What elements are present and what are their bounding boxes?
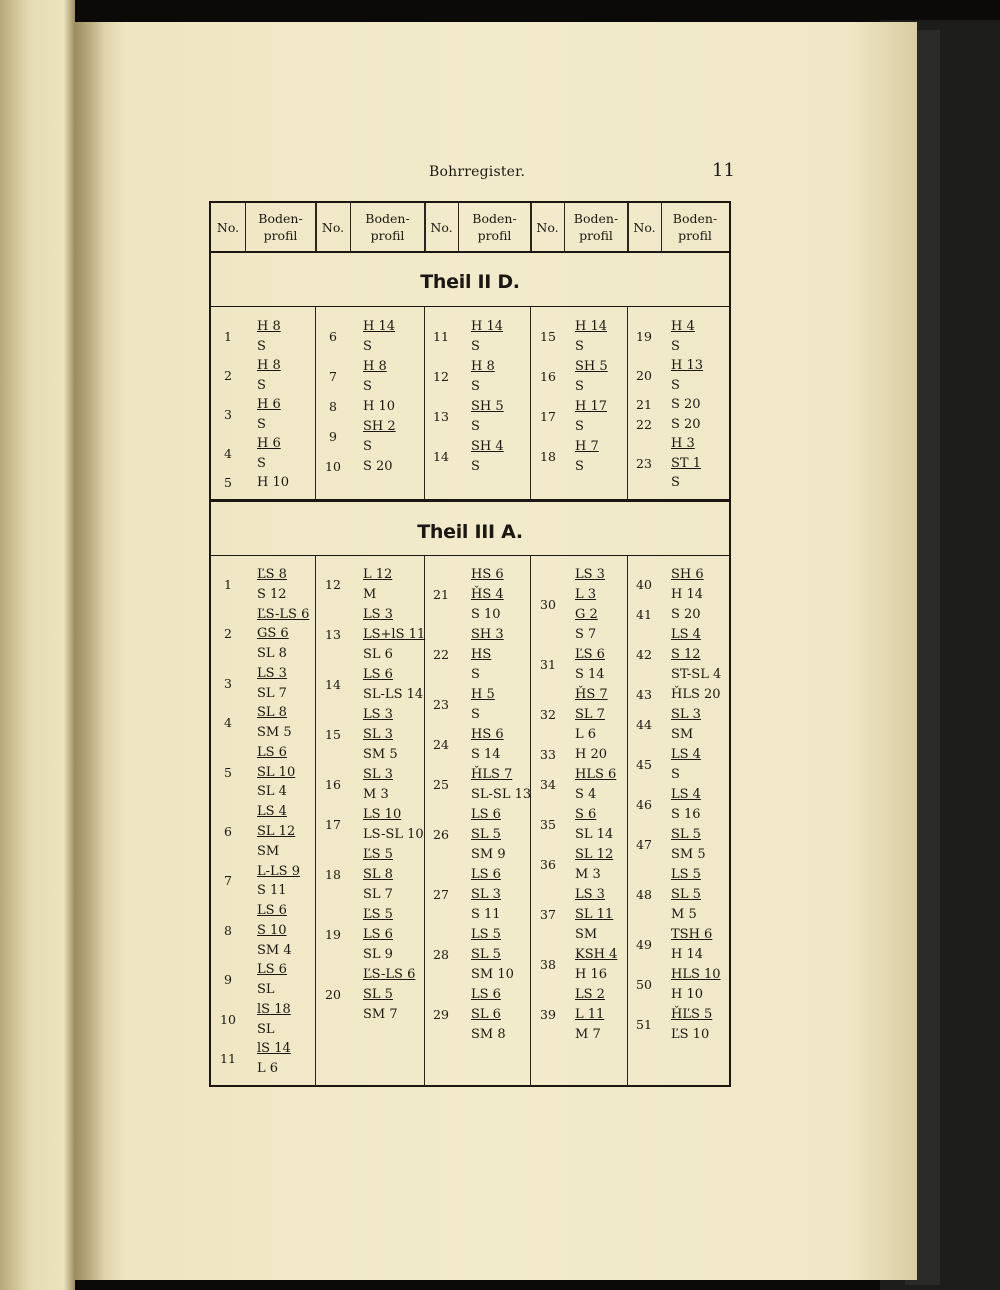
entry-number: 1 xyxy=(224,328,232,344)
soil-profile-line: ȞLS 7 xyxy=(471,767,513,782)
soil-profile-line: SM 5 xyxy=(363,747,398,762)
entry-number: 21 xyxy=(636,397,652,413)
soil-profile-line: M xyxy=(363,587,377,602)
entry-number: 16 xyxy=(540,369,556,384)
soil-profile-line: LS 6 xyxy=(257,903,287,919)
entry-number: 32 xyxy=(540,707,556,722)
header-rule xyxy=(211,251,729,253)
soil-profile-line: LS 4 xyxy=(671,747,701,762)
soil-profile-line: H 8 xyxy=(257,358,281,374)
entry-number: 18 xyxy=(540,449,556,464)
entry-number: 9 xyxy=(329,429,337,444)
entry-number: 20 xyxy=(636,367,652,383)
header-divider xyxy=(627,203,629,251)
soil-profile-line: LS 3 xyxy=(363,607,393,622)
header-divider xyxy=(530,203,532,251)
header-no-1: No. xyxy=(216,219,240,235)
entry-number: 14 xyxy=(325,677,341,692)
soil-profile-line: ST 1 xyxy=(671,455,701,471)
column-divider xyxy=(530,556,531,1086)
soil-profile-line: M 5 xyxy=(671,907,697,922)
soil-profile-line: SL 6 xyxy=(471,1007,501,1022)
entry-number: 34 xyxy=(540,777,556,792)
header-divider xyxy=(424,203,426,251)
entry-number: 44 xyxy=(636,717,652,732)
entry-number: 29 xyxy=(433,1007,449,1022)
entry-number: 27 xyxy=(433,887,449,902)
entry-number: 23 xyxy=(636,455,652,471)
soil-profile-line: HLS 10 xyxy=(671,967,721,982)
soil-profile-line: ĽS-LS 6 xyxy=(363,967,416,982)
soil-profile-line: LS 6 xyxy=(471,987,501,1002)
entry-number: 35 xyxy=(540,817,556,832)
soil-profile-line: SL 8 xyxy=(363,867,393,882)
soil-profile-line: SL 7 xyxy=(257,685,287,701)
entry-number: 47 xyxy=(636,837,652,852)
soil-profile-line: S xyxy=(575,379,584,394)
entry-number: 22 xyxy=(636,416,652,432)
section-title-iid: Theil II D. xyxy=(420,271,520,293)
soil-profile-line: G 2 xyxy=(575,607,598,622)
soil-profile-line: H 5 xyxy=(471,687,495,702)
entry-number: 4 xyxy=(224,446,232,462)
entry-number: 45 xyxy=(636,757,652,772)
entry-number: 4 xyxy=(224,715,232,731)
entry-number: 31 xyxy=(540,657,556,672)
soil-profile-line: SM xyxy=(257,843,280,859)
soil-profile-line: S 6 xyxy=(575,807,597,822)
soil-profile-line: S xyxy=(471,379,480,394)
entry-number: 16 xyxy=(325,777,341,792)
entry-number: 3 xyxy=(224,675,232,691)
entry-number: 19 xyxy=(636,328,652,344)
soil-profile-line: S xyxy=(471,459,480,474)
entry-number: 18 xyxy=(325,867,341,882)
soil-profile-line: S xyxy=(471,339,480,354)
soil-profile-line: SM 7 xyxy=(363,1007,398,1022)
entry-number: 20 xyxy=(325,987,341,1002)
soil-profile-line: H 8 xyxy=(363,359,387,374)
soil-profile-line: SL 11 xyxy=(575,907,614,922)
soil-profile-line: S xyxy=(471,419,480,434)
soil-profile-line: SM 5 xyxy=(257,725,292,741)
soil-profile-line: ĽS-LS 6 xyxy=(257,606,310,622)
soil-profile-line: S xyxy=(671,767,680,782)
soil-profile-line: SH 5 xyxy=(575,359,608,374)
soil-profile-line: LS 6 xyxy=(257,962,287,978)
entry-number: 11 xyxy=(220,1051,236,1067)
entry-number: 13 xyxy=(325,627,341,642)
soil-profile-line: LS 3 xyxy=(575,887,605,902)
soil-profile-line: LS 10 xyxy=(363,807,402,822)
soil-profile-line: H 14 xyxy=(671,587,704,602)
header-no-5: No. xyxy=(633,219,656,235)
soil-profile-line: S xyxy=(671,377,680,393)
soil-profile-line: S xyxy=(671,338,680,354)
soil-profile-line: L 6 xyxy=(575,727,597,742)
soil-profile-line: SL 3 xyxy=(363,767,393,782)
section-rule xyxy=(211,555,729,556)
soil-profile-line: SH 3 xyxy=(471,627,504,642)
soil-profile-line: LS 6 xyxy=(257,744,287,760)
soil-profile-line: ĽS 8 xyxy=(257,567,287,582)
entry-number: 22 xyxy=(433,647,449,662)
column-divider xyxy=(315,307,316,499)
soil-profile-line: ȞS 7 xyxy=(575,687,608,702)
running-head: Bohrregister. xyxy=(429,164,526,180)
soil-profile-line: SL 3 xyxy=(671,707,701,722)
soil-profile-line: LS 4 xyxy=(257,804,287,820)
soil-profile-line: SM 10 xyxy=(471,967,514,982)
soil-profile-line: HS xyxy=(471,647,492,662)
soil-profile-line: S xyxy=(575,339,584,354)
soil-profile-line: LS 5 xyxy=(471,927,501,942)
soil-profile-line: KSH 4 xyxy=(575,947,618,962)
soil-profile-line: S 12 xyxy=(257,586,287,602)
soil-profile-line: SH 6 xyxy=(671,567,704,582)
soil-profile-line: H 4 xyxy=(671,319,695,334)
entry-number: 6 xyxy=(224,824,232,839)
soil-profile-line: H 14 xyxy=(671,947,704,962)
entry-number: 38 xyxy=(540,957,556,972)
soil-profile-line: SL 5 xyxy=(671,887,701,902)
header-profil-4: Boden- profil xyxy=(573,211,619,243)
soil-profile-line: LS 3 xyxy=(363,707,393,722)
soil-profile-line: LS 6 xyxy=(363,667,393,682)
header-no-4: No. xyxy=(536,219,559,235)
soil-profile-line: LS 4 xyxy=(671,787,701,802)
soil-profile-line: LS+lS 11 xyxy=(363,627,426,642)
soil-profile-line: H 3 xyxy=(671,436,695,452)
soil-profile-line: ĽS 6 xyxy=(575,647,605,662)
soil-profile-line: S 7 xyxy=(575,627,597,642)
soil-profile-line: S 20 xyxy=(671,607,701,622)
soil-profile-line: SL 9 xyxy=(363,947,393,962)
entry-number: 48 xyxy=(636,887,652,902)
header-profil-2: Boden- profil xyxy=(365,211,410,243)
entry-number: 11 xyxy=(433,329,449,344)
soil-profile-line: SM 9 xyxy=(471,847,506,862)
soil-profile-line: SL 3 xyxy=(363,727,393,742)
soil-profile-line: ĽS 5 xyxy=(363,847,393,862)
soil-profile-line: S xyxy=(257,338,266,354)
soil-profile-line: LS 4 xyxy=(671,627,701,642)
entry-number: 50 xyxy=(636,977,652,992)
soil-profile-line: ȞLS 20 xyxy=(671,687,721,702)
entry-number: 15 xyxy=(325,727,341,742)
soil-profile-line: SL 6 xyxy=(363,647,393,662)
page-number: 11 xyxy=(712,160,735,181)
soil-profile-line: S xyxy=(363,339,372,354)
soil-profile-line: HS 6 xyxy=(471,567,504,582)
entry-number: 8 xyxy=(224,922,232,938)
soil-profile-line: HS 6 xyxy=(471,727,504,742)
soil-profile-line: SL-SL 13 xyxy=(471,787,532,802)
entry-number: 28 xyxy=(433,947,449,962)
soil-profile-line: H 16 xyxy=(575,967,608,982)
soil-profile-line: LS 3 xyxy=(257,665,287,681)
soil-profile-line: S 16 xyxy=(671,807,701,822)
column-divider xyxy=(424,307,425,499)
soil-profile-line: S 20 xyxy=(671,397,701,413)
entry-number: 24 xyxy=(433,737,449,752)
soil-profile-line: M 7 xyxy=(575,1027,601,1042)
soil-profile-line: SM xyxy=(671,727,694,742)
soil-profile-line: H 7 xyxy=(575,439,599,454)
soil-profile-line: SH 4 xyxy=(471,439,504,454)
entry-number: 51 xyxy=(636,1017,652,1032)
header-divider xyxy=(245,203,246,251)
header-divider xyxy=(458,203,459,251)
entry-number: 42 xyxy=(636,647,652,662)
soil-profile-line: SL 14 xyxy=(575,827,614,842)
entry-number: 14 xyxy=(433,449,449,464)
soil-profile-line: H 10 xyxy=(257,475,290,491)
entry-number: 25 xyxy=(433,777,449,792)
soil-profile-line: HLS 6 xyxy=(575,767,617,782)
soil-profile-line: SL 5 xyxy=(363,987,393,1002)
soil-profile-line: M 3 xyxy=(575,867,601,882)
entry-number: 17 xyxy=(540,409,556,424)
soil-profile-line: S 12 xyxy=(671,647,701,662)
soil-profile-line: LS 2 xyxy=(575,987,605,1002)
header-profil-1: Boden- profil xyxy=(258,211,303,243)
header-no-3: No. xyxy=(430,219,453,235)
soil-profile-line: ST-SL 4 xyxy=(671,667,722,682)
soil-profile-line: S xyxy=(257,377,266,393)
soil-profile-line: LS 3 xyxy=(575,567,605,582)
entry-number: 13 xyxy=(433,409,449,424)
soil-profile-line: SL 5 xyxy=(471,827,501,842)
soil-profile-line: S xyxy=(575,459,584,474)
soil-profile-line: SL 7 xyxy=(363,887,393,902)
soil-profile-line: S xyxy=(471,707,480,722)
entry-number: 15 xyxy=(540,329,556,344)
entry-number: 49 xyxy=(636,937,652,952)
soil-profile-line: SL-LS 14 xyxy=(363,687,424,702)
soil-profile-line: H 14 xyxy=(575,319,608,334)
entry-number: 10 xyxy=(220,1011,236,1027)
section-separator xyxy=(211,499,729,502)
entry-number: 7 xyxy=(329,369,337,384)
soil-profile-line: LS-SL 10 xyxy=(363,827,424,842)
column-divider xyxy=(315,556,316,1086)
soil-profile-line: SM 8 xyxy=(471,1027,506,1042)
soil-profile-line: SM xyxy=(575,927,598,942)
entry-number: 19 xyxy=(325,927,341,942)
soil-profile-line: ĽS 10 xyxy=(671,1027,710,1042)
entry-number: 5 xyxy=(224,475,232,491)
soil-profile-line: SL 7 xyxy=(575,707,605,722)
soil-profile-line: S xyxy=(471,667,480,682)
soil-profile-line: S xyxy=(575,419,584,434)
soil-profile-line: SL 3 xyxy=(471,887,501,902)
soil-profile-line: S 4 xyxy=(575,787,597,802)
page-gutter-shadow xyxy=(75,22,105,1280)
soil-profile-line: S xyxy=(257,416,266,432)
soil-profile-line: H 13 xyxy=(671,358,704,374)
entry-number: 39 xyxy=(540,1007,556,1022)
soil-profile-line: H 10 xyxy=(363,399,396,414)
column-divider xyxy=(530,307,531,499)
column-divider xyxy=(627,556,628,1086)
soil-profile-line: SL 8 xyxy=(257,646,287,662)
soil-profile-line: SH 5 xyxy=(471,399,504,414)
entry-number: 46 xyxy=(636,797,652,812)
section-title-iiia: Theil III A. xyxy=(417,521,523,543)
entry-number: 43 xyxy=(636,687,652,702)
soil-profile-line: SM 5 xyxy=(671,847,706,862)
entry-number: 41 xyxy=(636,607,652,622)
soil-profile-line: S 10 xyxy=(471,607,501,622)
soil-profile-line: S 11 xyxy=(257,883,287,899)
header-divider xyxy=(350,203,351,251)
soil-profile-line: SL 5 xyxy=(471,947,501,962)
soil-profile-line: GS 6 xyxy=(257,626,289,642)
entry-number: 40 xyxy=(636,577,652,592)
soil-profile-line: SH 2 xyxy=(363,419,396,434)
soil-profile-line: S xyxy=(257,455,266,471)
soil-profile-line: lS 14 xyxy=(257,1041,291,1057)
header-profil-3: Boden- profil xyxy=(472,211,517,243)
soil-profile-line: H 8 xyxy=(257,319,281,334)
soil-profile-line: S 14 xyxy=(471,747,501,762)
facing-page-edge xyxy=(0,0,75,1290)
entry-number: 2 xyxy=(224,367,232,383)
entry-number: 1 xyxy=(224,576,232,592)
entry-number: 3 xyxy=(224,407,232,422)
soil-profile-line: ĽS 5 xyxy=(363,907,393,922)
soil-profile-line: LS 6 xyxy=(471,867,501,882)
soil-profile-line: SL xyxy=(257,1021,275,1037)
entry-number: 12 xyxy=(433,369,449,384)
soil-profile-line: SM 4 xyxy=(257,942,292,958)
soil-profile-line: L 11 xyxy=(575,1007,605,1022)
entry-number: 9 xyxy=(224,972,232,988)
entry-number: 21 xyxy=(433,587,449,602)
soil-profile-line: M 3 xyxy=(363,787,389,802)
entry-number: 37 xyxy=(540,907,556,922)
entry-number: 7 xyxy=(224,873,232,889)
entry-number: 8 xyxy=(329,399,337,414)
soil-profile-line: S 20 xyxy=(363,459,393,474)
soil-profile-line: LS 6 xyxy=(471,807,501,822)
entry-number: 2 xyxy=(224,626,232,642)
soil-profile-line: H 6 xyxy=(257,436,281,452)
soil-profile-line: TSH 6 xyxy=(671,927,713,942)
entry-number: 12 xyxy=(325,577,341,592)
entry-number: 10 xyxy=(325,459,341,474)
entry-number: 26 xyxy=(433,827,449,842)
soil-profile-line: SL 12 xyxy=(575,847,614,862)
soil-profile-line: LS 5 xyxy=(671,867,701,882)
entry-number: 17 xyxy=(325,817,341,832)
header-divider xyxy=(564,203,565,251)
soil-profile-line: LS 6 xyxy=(363,927,393,942)
soil-profile-line: S xyxy=(671,475,680,491)
soil-profile-line: H 17 xyxy=(575,399,608,414)
header-no-2: No. xyxy=(321,219,345,235)
soil-profile-line: L-LS 9 xyxy=(257,863,300,879)
entry-number: 33 xyxy=(540,747,556,762)
soil-profile-line: H 6 xyxy=(257,397,281,413)
soil-profile-line: H 14 xyxy=(471,319,504,334)
soil-profile-line: SL 5 xyxy=(671,827,701,842)
soil-profile-line: S 10 xyxy=(257,922,287,938)
soil-profile-line: lS 18 xyxy=(257,1001,291,1017)
entry-number: 30 xyxy=(540,597,556,612)
soil-profile-line: L 12 xyxy=(363,567,393,582)
soil-profile-line: H 14 xyxy=(363,319,396,334)
entry-number: 6 xyxy=(329,329,337,344)
soil-profile-line: SL 12 xyxy=(257,824,296,839)
soil-profile-line: S xyxy=(363,439,372,454)
soil-profile-line: S xyxy=(363,379,372,394)
entry-number: 23 xyxy=(433,697,449,712)
entry-number: 36 xyxy=(540,857,556,872)
header-profil-5: Boden- profil xyxy=(672,211,718,243)
entry-number: 5 xyxy=(224,764,232,780)
soil-profile-line: L 6 xyxy=(257,1061,279,1077)
header-divider xyxy=(315,203,317,251)
soil-profile-line: ȞS 4 xyxy=(471,587,504,602)
soil-profile-line: H 20 xyxy=(575,747,608,762)
soil-profile-line: H 10 xyxy=(671,987,704,1002)
soil-profile-line: SL 10 xyxy=(257,764,296,780)
soil-profile-line: S 11 xyxy=(471,907,501,922)
soil-profile-line: SL 4 xyxy=(257,784,287,800)
soil-profile-line: SL xyxy=(257,982,275,998)
soil-profile-line: S 20 xyxy=(671,416,701,432)
soil-profile-line: S 14 xyxy=(575,667,605,682)
section-rule xyxy=(211,306,729,307)
column-divider xyxy=(627,307,628,499)
soil-profile-line: H 8 xyxy=(471,359,495,374)
soil-profile-line: ȞĽS 5 xyxy=(671,1007,713,1022)
soil-profile-line: L 3 xyxy=(575,587,597,602)
soil-profile-line: SL 8 xyxy=(257,705,287,721)
bohrregister-table xyxy=(209,201,731,1087)
header-divider xyxy=(661,203,662,251)
